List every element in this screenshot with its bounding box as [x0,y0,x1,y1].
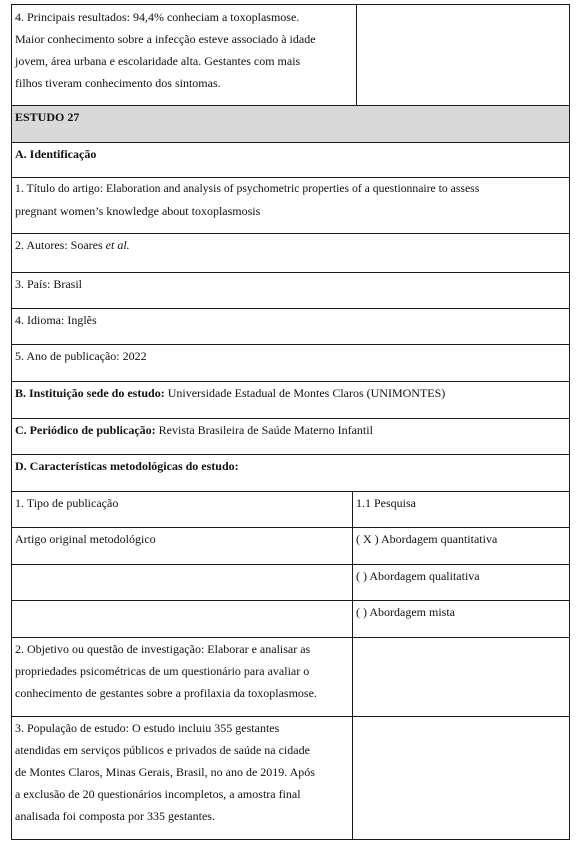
authors-cell [11,233,570,273]
country-cell: 3. País: Brasil [11,272,570,309]
objective-empty-cell [352,637,570,717]
article-title-line: 1. Título do artigo: Elaboration and analysis of psychometric properties of a questionnaire to assess [15,182,480,195]
empty-left-cell [11,564,353,601]
population-line: atendidas em serviços públicos e privados de saúde na cidade [15,743,310,757]
objective-line: propriedades psicométricas de um questionário para avaliar o [15,664,310,678]
periodical-label: C. Periódico de publicação: [15,423,156,437]
year-cell: 5. Ano de publicação: 2022 [11,344,570,382]
objective-cell [11,637,353,717]
section-a-heading: A. Identificação [11,142,570,178]
population-empty-cell [352,716,570,840]
objective-line: conhecimento de gestantes sobre a profilaxia da toxoplasmose. [15,686,317,700]
results-empty-cell [356,4,570,106]
language-cell: 4. Idioma: Inglês [11,308,570,345]
population-line: 3. População de estudo: O estudo incluiu 355 gestantes [15,721,280,735]
pub-type-value-cell: Artigo original metodológico [11,527,353,565]
approach-mixed-cell: ( ) Abordagem mista [352,600,570,638]
section-d-heading: D. Características metodológicas do estudo: [11,454,570,492]
objective-line: 2. Objetivo ou questão de investigação: Elaborar e analisar as [15,642,311,656]
results-line: 4. Principais resultados: 94,4% conheciam a toxoplasmose. [15,10,300,24]
approach-quantitative-cell: ( X ) Abordagem quantitativa [352,527,570,565]
population-line: analisada foi composta por 335 gestantes. [15,809,215,823]
results-cell [11,4,357,106]
approach-qualitative-cell: ( ) Abordagem qualitativa [352,564,570,601]
empty-left-cell [11,600,353,638]
periodical-cell [11,418,570,455]
research-label-cell: 1.1 Pesquisa [352,491,570,528]
population-line: a exclusão de 20 questionários incompletos, a amostra final [15,787,301,801]
authors-etal: et al. [105,238,130,252]
population-line: de Montes Claros, Minas Gerais, Brasil, no ano de 2019. Após [15,765,315,779]
institution-label: B. Instituição sede do estudo: [15,386,165,400]
article-title-cell [11,177,570,234]
article-title-line: pregnant women’s knowledge about toxoplasmosis [15,204,261,218]
authors-text: 2. Autores: Soares [15,238,106,252]
results-line: jovem, área urbana e escolaridade alta. Gestantes com mais [15,54,301,68]
population-cell [11,716,353,840]
institution-cell [11,381,570,419]
results-line: filhos tiveram conhecimento dos sintomas. [15,76,221,90]
institution-value: Universidade Estadual de Montes Claros (UNIMONTES) [164,386,446,400]
results-line: Maior conhecimento sobre a infecção esteve associado à idade [15,32,316,46]
study-header: ESTUDO 27 [11,105,570,143]
pub-type-label-cell: 1. Tipo de publicação [11,491,353,528]
periodical-value: Revista Brasileira de Saúde Materno Infantil [155,423,373,437]
